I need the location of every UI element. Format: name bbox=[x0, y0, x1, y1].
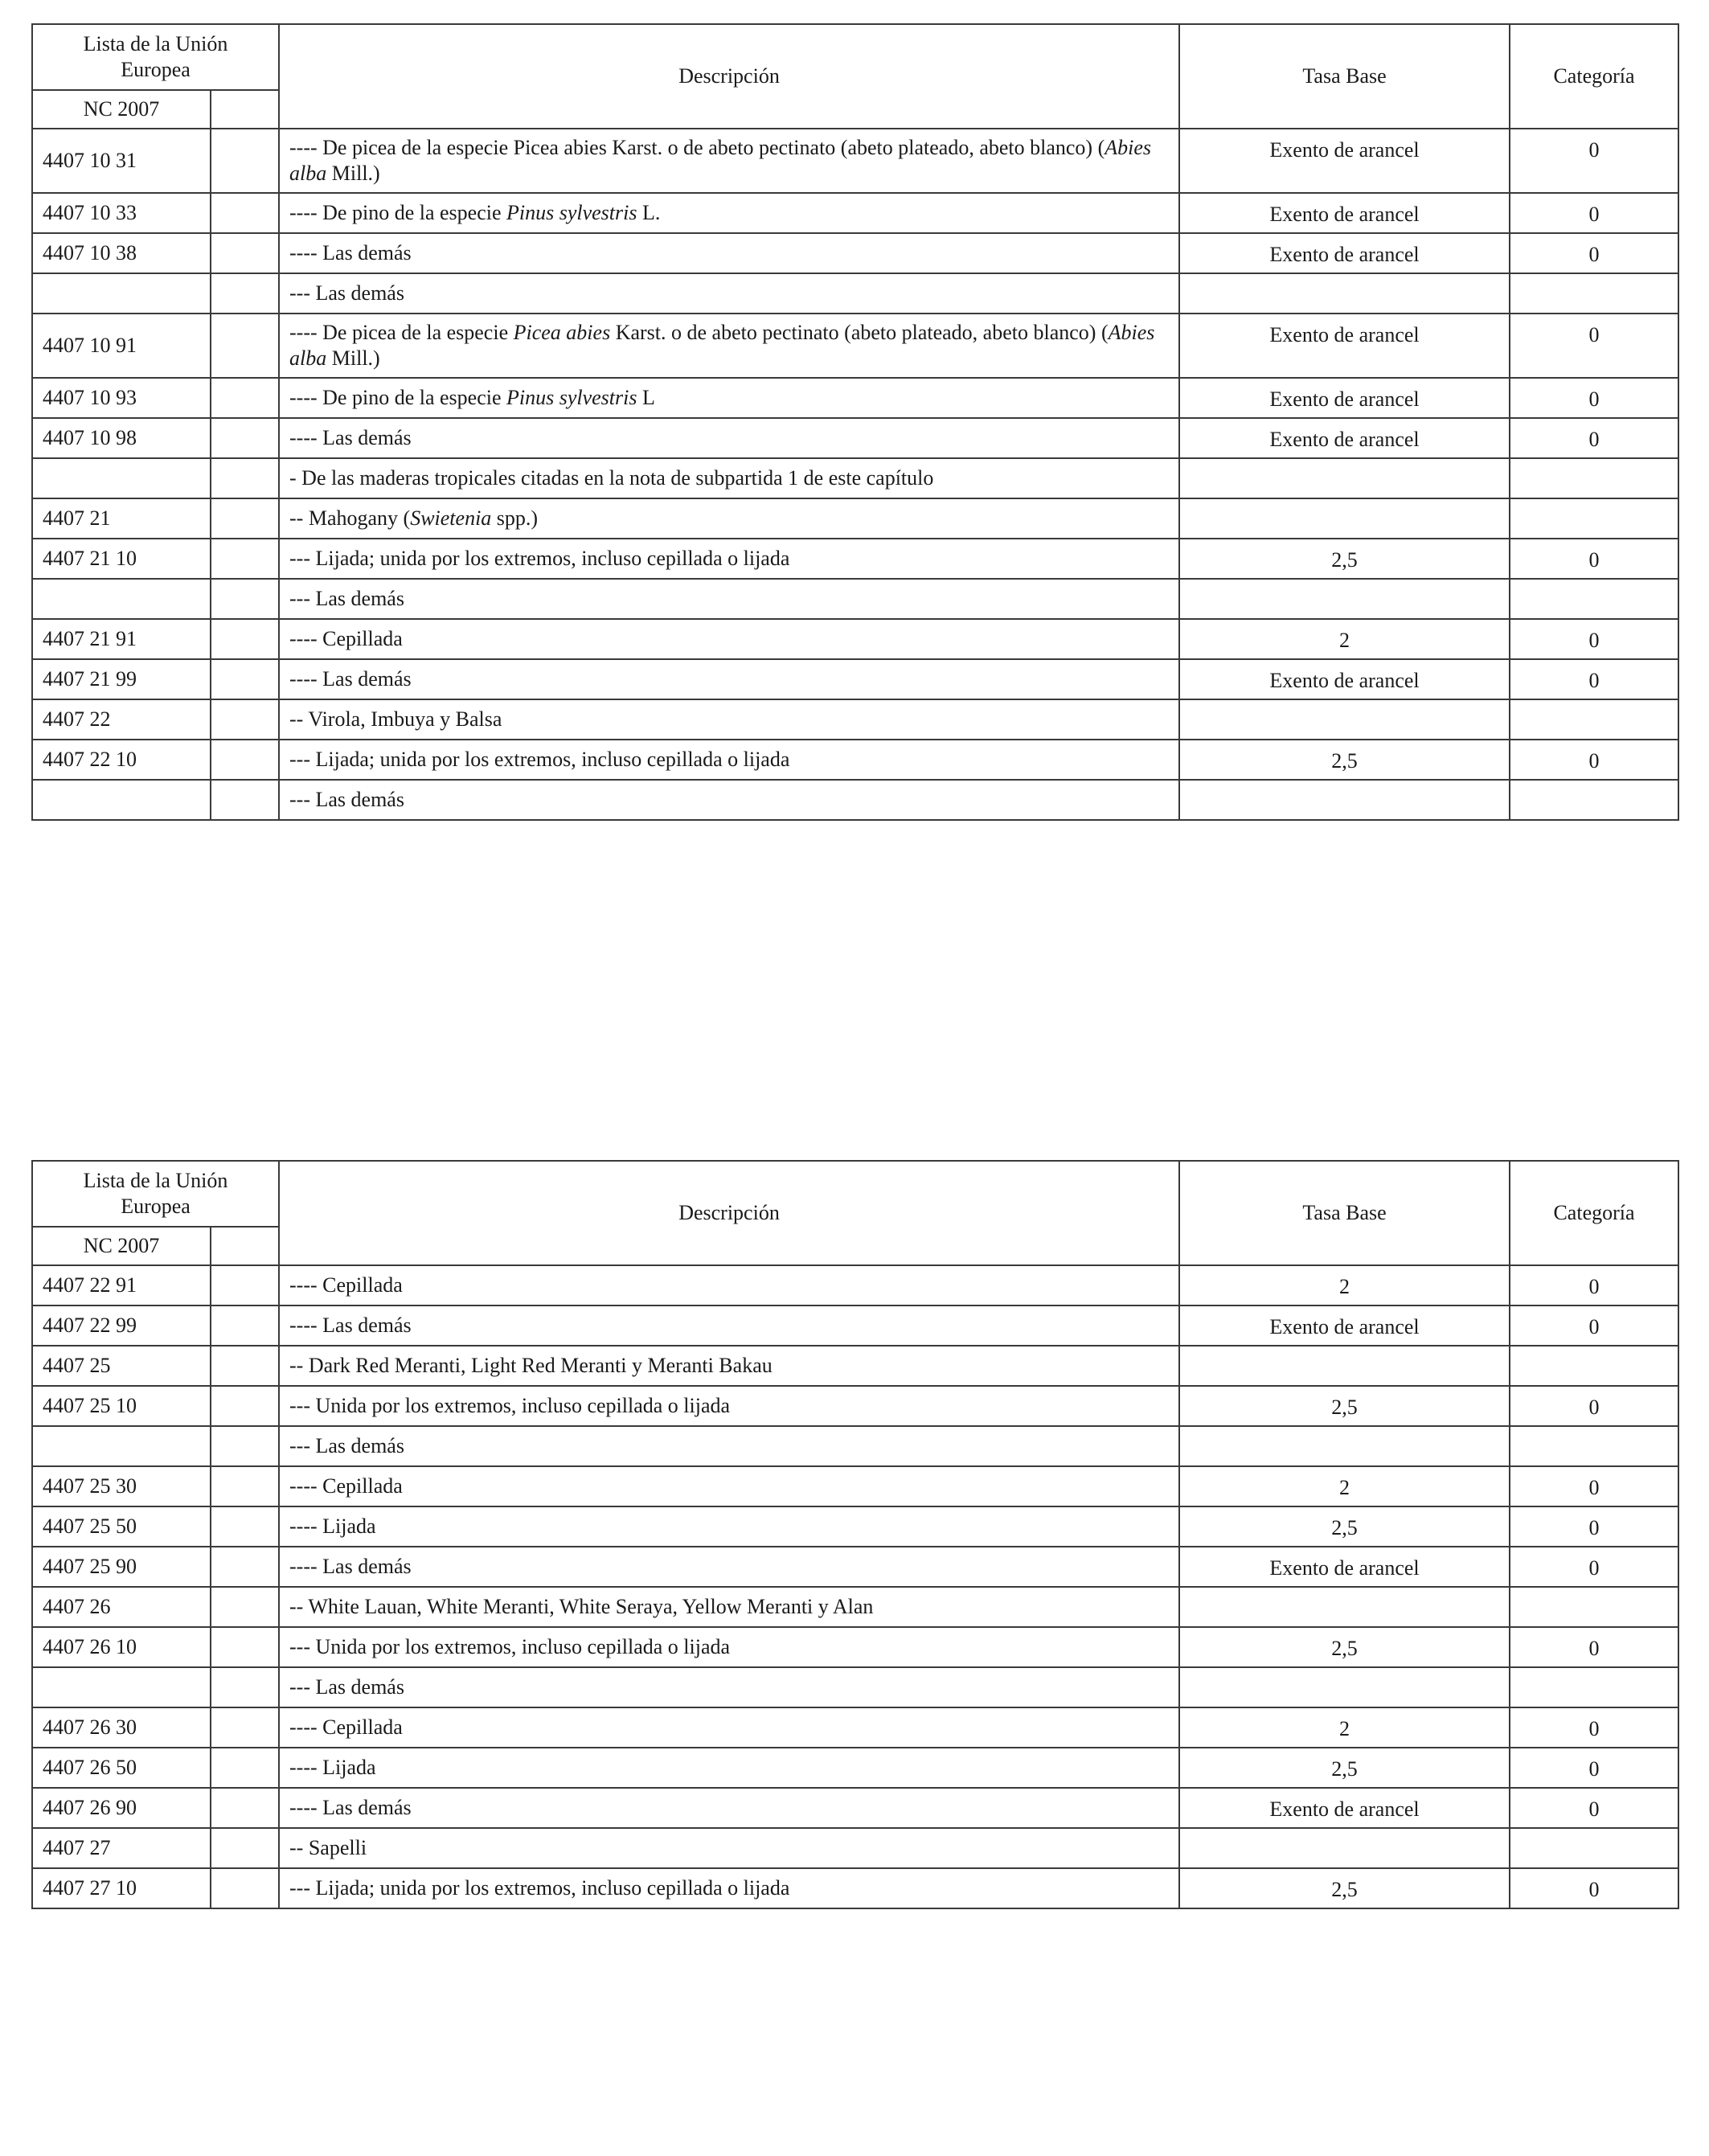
category-cell: 0 bbox=[1510, 129, 1678, 193]
base-rate-cell: Exento de arancel bbox=[1179, 1547, 1510, 1587]
nc-code-cell: 4407 25 50 bbox=[32, 1506, 211, 1547]
description-cell: ---- De picea de la especie Picea abies Karst. o de abeto pectinato (abeto plateado, abeto blanco) (Abies alba Mill.) bbox=[279, 314, 1179, 378]
table-row bbox=[32, 1466, 1678, 1506]
base-rate-cell: 2,5 bbox=[1179, 1627, 1510, 1667]
table-row bbox=[32, 1265, 1678, 1305]
blank-cell bbox=[211, 780, 279, 820]
nc-code-cell: 4407 22 bbox=[32, 699, 211, 740]
description-cell: --- Las demás bbox=[279, 1426, 1179, 1466]
header-category: Categoría bbox=[1510, 1161, 1678, 1265]
category-cell bbox=[1510, 458, 1678, 498]
table-row bbox=[32, 539, 1678, 579]
description-cell: --- Las demás bbox=[279, 579, 1179, 619]
header-blank bbox=[211, 1227, 279, 1265]
base-rate-cell: 2,5 bbox=[1179, 539, 1510, 579]
blank-cell bbox=[211, 273, 279, 314]
header-list: Lista de la Unión Europea bbox=[32, 24, 279, 90]
base-rate-cell: Exento de arancel bbox=[1179, 233, 1510, 273]
blank-cell bbox=[211, 1265, 279, 1305]
table-row bbox=[32, 740, 1678, 780]
table-row bbox=[32, 1667, 1678, 1707]
nc-code-cell: 4407 10 98 bbox=[32, 418, 211, 458]
blank-cell bbox=[211, 1346, 279, 1386]
base-rate-cell bbox=[1179, 1667, 1510, 1707]
description-cell: ---- Las demás bbox=[279, 418, 1179, 458]
tariff-table-2 bbox=[31, 1160, 1679, 1909]
base-rate-cell bbox=[1179, 1587, 1510, 1627]
base-rate-cell: 2 bbox=[1179, 1466, 1510, 1506]
base-rate-cell bbox=[1179, 1346, 1510, 1386]
nc-code-cell: 4407 27 bbox=[32, 1828, 211, 1868]
table-row bbox=[32, 1587, 1678, 1627]
nc-code-cell: 4407 21 10 bbox=[32, 539, 211, 579]
description-cell: --- Las demás bbox=[279, 273, 1179, 314]
blank-cell bbox=[211, 498, 279, 539]
tariff-table-1 bbox=[31, 23, 1679, 821]
blank-cell bbox=[211, 418, 279, 458]
table-row bbox=[32, 498, 1678, 539]
category-cell: 0 bbox=[1510, 378, 1678, 418]
category-cell: 0 bbox=[1510, 740, 1678, 780]
blank-cell bbox=[211, 619, 279, 659]
table-row bbox=[32, 129, 1678, 193]
nc-code-cell: 4407 22 10 bbox=[32, 740, 211, 780]
table-row bbox=[32, 1547, 1678, 1587]
description-cell: -- Sapelli bbox=[279, 1828, 1179, 1868]
description-cell: --- Unida por los extremos, incluso cepillada o lijada bbox=[279, 1627, 1179, 1667]
nc-code-cell: 4407 25 30 bbox=[32, 1466, 211, 1506]
nc-code-cell bbox=[32, 273, 211, 314]
category-cell: 0 bbox=[1510, 193, 1678, 233]
nc-code-cell: 4407 26 90 bbox=[32, 1788, 211, 1828]
table-row bbox=[32, 1707, 1678, 1748]
category-cell bbox=[1510, 1587, 1678, 1627]
nc-code-cell: 4407 25 10 bbox=[32, 1386, 211, 1426]
description-cell: -- Mahogany (Swietenia spp.) bbox=[279, 498, 1179, 539]
base-rate-cell: Exento de arancel bbox=[1179, 378, 1510, 418]
description-cell: ---- Las demás bbox=[279, 233, 1179, 273]
table-row bbox=[32, 233, 1678, 273]
category-cell bbox=[1510, 579, 1678, 619]
description-cell: ---- Las demás bbox=[279, 1788, 1179, 1828]
category-cell: 0 bbox=[1510, 418, 1678, 458]
base-rate-cell: Exento de arancel bbox=[1179, 129, 1510, 193]
nc-code-cell bbox=[32, 780, 211, 820]
blank-cell bbox=[211, 1587, 279, 1627]
category-cell: 0 bbox=[1510, 1707, 1678, 1748]
nc-code-cell: 4407 10 93 bbox=[32, 378, 211, 418]
table-row bbox=[32, 273, 1678, 314]
table-row bbox=[32, 1305, 1678, 1346]
table-row bbox=[32, 314, 1678, 378]
header-category: Categoría bbox=[1510, 24, 1678, 129]
nc-code-cell: 4407 26 30 bbox=[32, 1707, 211, 1748]
category-cell bbox=[1510, 498, 1678, 539]
nc-code-cell: 4407 10 31 bbox=[32, 129, 211, 193]
base-rate-cell: Exento de arancel bbox=[1179, 314, 1510, 378]
category-cell: 0 bbox=[1510, 1627, 1678, 1667]
blank-cell bbox=[211, 1506, 279, 1547]
nc-code-cell bbox=[32, 1426, 211, 1466]
blank-cell bbox=[211, 1466, 279, 1506]
category-cell bbox=[1510, 699, 1678, 740]
category-cell bbox=[1510, 1667, 1678, 1707]
blank-cell bbox=[211, 458, 279, 498]
category-cell: 0 bbox=[1510, 1305, 1678, 1346]
table-row bbox=[32, 1868, 1678, 1908]
nc-code-cell bbox=[32, 579, 211, 619]
table-row bbox=[32, 418, 1678, 458]
category-cell: 0 bbox=[1510, 1868, 1678, 1908]
blank-cell bbox=[211, 1627, 279, 1667]
header-description: Descripción bbox=[279, 1161, 1179, 1265]
description-cell: ---- Las demás bbox=[279, 659, 1179, 699]
table-row bbox=[32, 780, 1678, 820]
category-cell: 0 bbox=[1510, 1547, 1678, 1587]
header-description: Descripción bbox=[279, 24, 1179, 129]
base-rate-cell: 2,5 bbox=[1179, 1506, 1510, 1547]
description-cell: ---- Cepillada bbox=[279, 1466, 1179, 1506]
description-cell: ---- Cepillada bbox=[279, 1707, 1179, 1748]
description-cell: --- Lijada; unida por los extremos, incluso cepillada o lijada bbox=[279, 539, 1179, 579]
category-cell: 0 bbox=[1510, 539, 1678, 579]
base-rate-cell: Exento de arancel bbox=[1179, 1305, 1510, 1346]
table-row bbox=[32, 193, 1678, 233]
nc-code-cell: 4407 22 99 bbox=[32, 1305, 211, 1346]
nc-code-cell bbox=[32, 458, 211, 498]
base-rate-cell: 2 bbox=[1179, 619, 1510, 659]
base-rate-cell: Exento de arancel bbox=[1179, 659, 1510, 699]
category-cell: 0 bbox=[1510, 1788, 1678, 1828]
description-cell: ---- Lijada bbox=[279, 1748, 1179, 1788]
blank-cell bbox=[211, 1707, 279, 1748]
blank-cell bbox=[211, 699, 279, 740]
blank-cell bbox=[211, 1305, 279, 1346]
nc-code-cell: 4407 26 bbox=[32, 1587, 211, 1627]
base-rate-cell: 2 bbox=[1179, 1265, 1510, 1305]
nc-code-cell: 4407 21 91 bbox=[32, 619, 211, 659]
base-rate-cell bbox=[1179, 273, 1510, 314]
base-rate-cell bbox=[1179, 1426, 1510, 1466]
header-rate: Tasa Base bbox=[1179, 24, 1510, 129]
description-cell: ---- Las demás bbox=[279, 1547, 1179, 1587]
table-row bbox=[32, 579, 1678, 619]
base-rate-cell: Exento de arancel bbox=[1179, 193, 1510, 233]
description-cell: ---- Cepillada bbox=[279, 619, 1179, 659]
category-cell bbox=[1510, 273, 1678, 314]
category-cell: 0 bbox=[1510, 659, 1678, 699]
category-cell bbox=[1510, 1828, 1678, 1868]
category-cell: 0 bbox=[1510, 1386, 1678, 1426]
nc-code-cell: 4407 21 bbox=[32, 498, 211, 539]
table-row bbox=[32, 619, 1678, 659]
description-cell: -- White Lauan, White Meranti, White Seraya, Yellow Meranti y Alan bbox=[279, 1587, 1179, 1627]
blank-cell bbox=[211, 659, 279, 699]
nc-code-cell: 4407 22 91 bbox=[32, 1265, 211, 1305]
description-cell: --- Lijada; unida por los extremos, incluso cepillada o lijada bbox=[279, 740, 1179, 780]
table-row bbox=[32, 1426, 1678, 1466]
base-rate-cell bbox=[1179, 579, 1510, 619]
base-rate-cell: 2,5 bbox=[1179, 1386, 1510, 1426]
description-cell: ---- Cepillada bbox=[279, 1265, 1179, 1305]
base-rate-cell: 2,5 bbox=[1179, 1748, 1510, 1788]
table-row bbox=[32, 1346, 1678, 1386]
description-cell: -- Virola, Imbuya y Balsa bbox=[279, 699, 1179, 740]
blank-cell bbox=[211, 1748, 279, 1788]
base-rate-cell bbox=[1179, 1828, 1510, 1868]
blank-cell bbox=[211, 1547, 279, 1587]
nc-code-cell: 4407 10 38 bbox=[32, 233, 211, 273]
category-cell: 0 bbox=[1510, 1748, 1678, 1788]
description-cell: ---- De picea de la especie Picea abies Karst. o de abeto pectinato (abeto plateado, abeto blanco) (Abies alba Mill.) bbox=[279, 129, 1179, 193]
category-cell: 0 bbox=[1510, 233, 1678, 273]
header-rate: Tasa Base bbox=[1179, 1161, 1510, 1265]
base-rate-cell bbox=[1179, 699, 1510, 740]
category-cell bbox=[1510, 780, 1678, 820]
table-row bbox=[32, 378, 1678, 418]
base-rate-cell: 2 bbox=[1179, 1707, 1510, 1748]
header-nc: NC 2007 bbox=[32, 1227, 211, 1265]
blank-cell bbox=[211, 1386, 279, 1426]
base-rate-cell: Exento de arancel bbox=[1179, 1788, 1510, 1828]
description-cell: ---- Lijada bbox=[279, 1506, 1179, 1547]
description-cell: ---- De pino de la especie Pinus sylvestris L bbox=[279, 378, 1179, 418]
category-cell: 0 bbox=[1510, 1265, 1678, 1305]
table-body bbox=[32, 1265, 1678, 1908]
base-rate-cell bbox=[1179, 780, 1510, 820]
table-row bbox=[32, 699, 1678, 740]
table-row bbox=[32, 1828, 1678, 1868]
nc-code-cell bbox=[32, 1667, 211, 1707]
header-list: Lista de la Unión Europea bbox=[32, 1161, 279, 1227]
base-rate-cell: 2,5 bbox=[1179, 740, 1510, 780]
nc-code-cell: 4407 25 90 bbox=[32, 1547, 211, 1587]
nc-code-cell: 4407 26 10 bbox=[32, 1627, 211, 1667]
category-cell bbox=[1510, 1426, 1678, 1466]
blank-cell bbox=[211, 1828, 279, 1868]
base-rate-cell: 2,5 bbox=[1179, 1868, 1510, 1908]
blank-cell bbox=[211, 378, 279, 418]
blank-cell bbox=[211, 314, 279, 378]
nc-code-cell: 4407 10 33 bbox=[32, 193, 211, 233]
description-cell: --- Lijada; unida por los extremos, incluso cepillada o lijada bbox=[279, 1868, 1179, 1908]
nc-code-cell: 4407 10 91 bbox=[32, 314, 211, 378]
blank-cell bbox=[211, 233, 279, 273]
table-row bbox=[32, 1748, 1678, 1788]
nc-code-cell: 4407 27 10 bbox=[32, 1868, 211, 1908]
table-body bbox=[32, 129, 1678, 820]
table-row bbox=[32, 1788, 1678, 1828]
blank-cell bbox=[211, 193, 279, 233]
nc-code-cell: 4407 21 99 bbox=[32, 659, 211, 699]
blank-cell bbox=[211, 579, 279, 619]
category-cell: 0 bbox=[1510, 1506, 1678, 1547]
nc-code-cell: 4407 26 50 bbox=[32, 1748, 211, 1788]
description-cell: ---- De pino de la especie Pinus sylvestris L. bbox=[279, 193, 1179, 233]
nc-code-cell: 4407 25 bbox=[32, 1346, 211, 1386]
table-row bbox=[32, 1506, 1678, 1547]
table-row bbox=[32, 458, 1678, 498]
description-cell: --- Las demás bbox=[279, 780, 1179, 820]
blank-cell bbox=[211, 1426, 279, 1466]
description-cell: --- Las demás bbox=[279, 1667, 1179, 1707]
table-row bbox=[32, 1386, 1678, 1426]
header-blank bbox=[211, 90, 279, 129]
description-cell: - De las maderas tropicales citadas en la nota de subpartida 1 de este capítulo bbox=[279, 458, 1179, 498]
header-nc: NC 2007 bbox=[32, 90, 211, 129]
blank-cell bbox=[211, 539, 279, 579]
blank-cell bbox=[211, 1667, 279, 1707]
category-cell: 0 bbox=[1510, 1466, 1678, 1506]
category-cell bbox=[1510, 1346, 1678, 1386]
blank-cell bbox=[211, 1788, 279, 1828]
description-cell: ---- Las demás bbox=[279, 1305, 1179, 1346]
category-cell: 0 bbox=[1510, 314, 1678, 378]
table-row bbox=[32, 1627, 1678, 1667]
blank-cell bbox=[211, 129, 279, 193]
blank-cell bbox=[211, 740, 279, 780]
base-rate-cell bbox=[1179, 458, 1510, 498]
description-cell: --- Unida por los extremos, incluso cepillada o lijada bbox=[279, 1386, 1179, 1426]
base-rate-cell: Exento de arancel bbox=[1179, 418, 1510, 458]
description-cell: -- Dark Red Meranti, Light Red Meranti y Meranti Bakau bbox=[279, 1346, 1179, 1386]
table-row bbox=[32, 659, 1678, 699]
blank-cell bbox=[211, 1868, 279, 1908]
category-cell: 0 bbox=[1510, 619, 1678, 659]
base-rate-cell bbox=[1179, 498, 1510, 539]
